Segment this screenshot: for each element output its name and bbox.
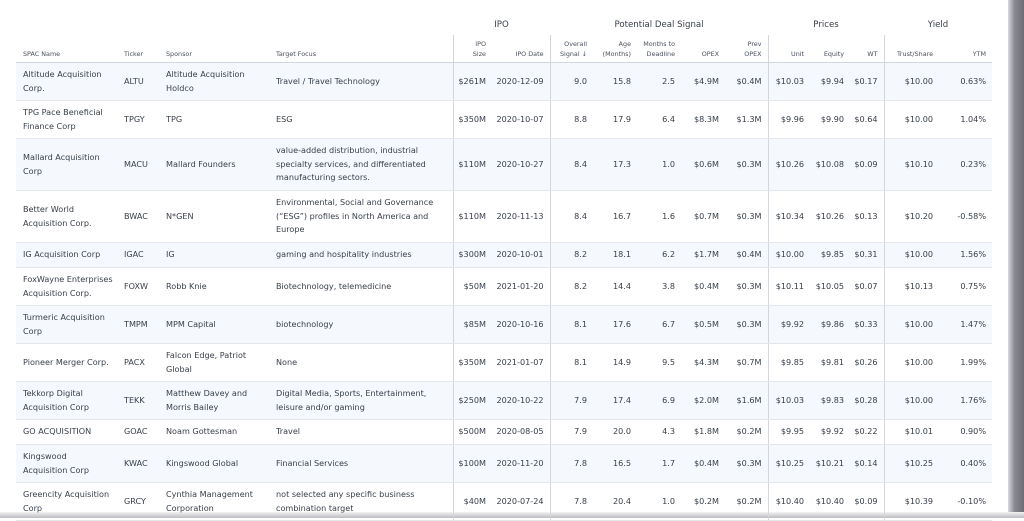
cell-target-focus: value-added distribution, industrial specialty services, and differentiated manufacturing sectors. (269, 139, 453, 191)
cell-ytm: 1.04% (939, 101, 992, 139)
cell-months-to-deadline: 1.6 (637, 191, 681, 243)
cell-age-months: 17.3 (593, 139, 637, 191)
cell-months-to-deadline: 6.4 (637, 101, 681, 139)
cell-warrant-price: $0.22 (850, 420, 884, 445)
group-prices: Prices (813, 19, 839, 30)
cell-opex: $1.8M (681, 420, 725, 445)
cell-prev-opex: $0.4M (725, 63, 768, 101)
table-row[interactable] (16, 445, 992, 483)
cell-months-to-deadline: 3.8 (637, 268, 681, 306)
cell-overall-signal: 8.2 (550, 243, 593, 268)
cell-trust-per-share: $10.39 (884, 483, 939, 521)
cell-ipo-size: $50M (453, 268, 492, 306)
spac-table (16, 14, 992, 521)
cell-ipo-size: $300M (453, 243, 492, 268)
cell-ipo-date: 2020-08-05 (492, 420, 550, 445)
col-prev-opex[interactable] (725, 35, 768, 63)
cell-ipo-size: $100M (453, 445, 492, 483)
cell-ipo-date: 2021-01-07 (492, 344, 550, 382)
col-wt[interactable]: WT (850, 35, 884, 63)
cell-warrant-price: $0.28 (850, 382, 884, 420)
cell-opex: $0.4M (681, 445, 725, 483)
cell-age-months: 14.4 (593, 268, 637, 306)
cell-ticker: BWAC (117, 191, 159, 243)
col-months-line1: Months to (643, 40, 676, 48)
cell-ticker: IGAC (117, 243, 159, 268)
cell-spac-name: GO ACQUISITION (16, 420, 117, 445)
cell-overall-signal: 8.1 (550, 306, 593, 344)
cell-opex: $1.7M (681, 243, 725, 268)
cell-spac-name: TPG Pace Beneficial Finance Corp (16, 101, 117, 139)
cell-warrant-price: $0.09 (850, 139, 884, 191)
cell-unit-price: $10.40 (768, 483, 810, 521)
cell-prev-opex: $0.7M (725, 344, 768, 382)
cell-spac-name: IG Acquisition Corp (16, 243, 117, 268)
cell-prev-opex: $0.3M (725, 306, 768, 344)
table-row[interactable] (16, 191, 992, 243)
cell-unit-price: $9.95 (768, 420, 810, 445)
col-months-line2: Deadline (646, 50, 676, 58)
cell-ipo-size: $110M (453, 191, 492, 243)
cell-equity-price: $9.81 (810, 344, 850, 382)
cell-equity-price: $9.86 (810, 306, 850, 344)
cell-overall-signal: 8.8 (550, 101, 593, 139)
cell-sponsor: IG (159, 243, 269, 268)
cell-ytm: 1.76% (939, 382, 992, 420)
cell-opex: $4.9M (681, 63, 725, 101)
cell-ticker: TEKK (117, 382, 159, 420)
col-ytm[interactable]: YTM (939, 35, 992, 63)
cell-target-focus: ESG (269, 101, 453, 139)
cell-ticker: TPGY (117, 101, 159, 139)
table-row[interactable] (16, 344, 992, 382)
cell-age-months: 17.9 (593, 101, 637, 139)
cell-months-to-deadline: 1.7 (637, 445, 681, 483)
cell-ipo-size: $261M (453, 63, 492, 101)
cell-opex: $8.3M (681, 101, 725, 139)
cell-equity-price: $10.05 (810, 268, 850, 306)
table-row[interactable] (16, 483, 992, 521)
cell-months-to-deadline: 9.5 (637, 344, 681, 382)
cell-age-months: 16.5 (593, 445, 637, 483)
cell-ipo-date: 2020-10-16 (492, 306, 550, 344)
cell-trust-per-share: $10.00 (884, 382, 939, 420)
cell-spac-name: Pioneer Merger Corp. (16, 344, 117, 382)
table-row[interactable] (16, 63, 992, 101)
cell-age-months: 20.0 (593, 420, 637, 445)
cell-age-months: 15.8 (593, 63, 637, 101)
col-ipo-size-line2: Size (472, 50, 486, 58)
table-row[interactable] (16, 243, 992, 268)
col-age-line1: Age (618, 40, 632, 48)
cell-overall-signal: 8.4 (550, 139, 593, 191)
cell-opex: $0.2M (681, 483, 725, 521)
cell-ipo-size: $500M (453, 420, 492, 445)
col-target-focus[interactable]: Target Focus (269, 35, 453, 63)
cell-ticker: PACX (117, 344, 159, 382)
cell-sponsor: Matthew Davey and Morris Bailey (159, 382, 269, 420)
cell-trust-per-share: $10.00 (884, 306, 939, 344)
cell-equity-price: $9.85 (810, 243, 850, 268)
col-spac-name[interactable]: SPAC Name (16, 35, 117, 63)
cell-prev-opex: $0.3M (725, 191, 768, 243)
cell-ticker: GOAC (117, 420, 159, 445)
cell-ytm: 1.99% (939, 344, 992, 382)
cell-prev-opex: $1.3M (725, 101, 768, 139)
group-header-row (16, 14, 992, 35)
cell-ipo-date: 2020-07-24 (492, 483, 550, 521)
cell-spac-name: Tekkorp Digital Acquisition Corp (16, 382, 117, 420)
cell-trust-per-share: $10.00 (884, 344, 939, 382)
cell-trust-per-share: $10.00 (884, 63, 939, 101)
column-header-row (16, 35, 992, 63)
cell-sponsor: Falcon Edge, Patriot Global (159, 344, 269, 382)
cell-sponsor: Kingswood Global (159, 445, 269, 483)
cell-ytm: 0.90% (939, 420, 992, 445)
cell-prev-opex: $0.3M (725, 445, 768, 483)
cell-opex: $4.3M (681, 344, 725, 382)
cell-age-months: 18.1 (593, 243, 637, 268)
col-ipo-size[interactable] (453, 35, 492, 63)
col-ipo-date[interactable]: IPO Date (492, 35, 550, 63)
cell-ticker: TMPM (117, 306, 159, 344)
table-body (16, 63, 992, 521)
cell-age-months: 16.7 (593, 191, 637, 243)
cell-months-to-deadline: 2.5 (637, 63, 681, 101)
col-opex[interactable]: OPEX (681, 35, 725, 63)
col-months-to-deadline[interactable] (637, 35, 681, 63)
cell-overall-signal: 8.2 (550, 268, 593, 306)
cell-equity-price: $10.08 (810, 139, 850, 191)
cell-opex: $0.7M (681, 191, 725, 243)
table-row[interactable] (16, 420, 992, 445)
cell-ipo-date: 2020-10-27 (492, 139, 550, 191)
table-row[interactable] (16, 382, 992, 420)
cell-target-focus: Environmental, Social and Governance (“ESG”) profiles in North America and Europe (269, 191, 453, 243)
cell-prev-opex: $0.3M (725, 268, 768, 306)
cell-unit-price: $9.96 (768, 101, 810, 139)
cell-ytm: 1.56% (939, 243, 992, 268)
cell-unit-price: $10.00 (768, 243, 810, 268)
col-prev-opex-line2: OPEX (744, 50, 762, 58)
cell-target-focus: Financial Services (269, 445, 453, 483)
cell-months-to-deadline: 4.3 (637, 420, 681, 445)
cell-target-focus: biotechnology (269, 306, 453, 344)
cell-equity-price: $10.21 (810, 445, 850, 483)
cell-ipo-date: 2020-10-01 (492, 243, 550, 268)
cell-target-focus: Travel (269, 420, 453, 445)
cell-equity-price: $9.83 (810, 382, 850, 420)
cell-ticker: FOXW (117, 268, 159, 306)
cell-spac-name: Mallard Acquisition Corp (16, 139, 117, 191)
cell-ipo-date: 2020-11-13 (492, 191, 550, 243)
cell-equity-price: $9.92 (810, 420, 850, 445)
cell-equity-price: $10.26 (810, 191, 850, 243)
cell-overall-signal: 8.4 (550, 191, 593, 243)
cell-sponsor: Robb Knie (159, 268, 269, 306)
col-overall-line1: Overall (564, 40, 588, 48)
table-row[interactable] (16, 101, 992, 139)
cell-unit-price: $10.26 (768, 139, 810, 191)
col-ticker[interactable]: Ticker (117, 35, 159, 63)
window-frame-right (1008, 0, 1024, 518)
cell-ticker: KWAC (117, 445, 159, 483)
cell-months-to-deadline: 6.7 (637, 306, 681, 344)
cell-ipo-size: $110M (453, 139, 492, 191)
cell-months-to-deadline: 1.0 (637, 483, 681, 521)
cell-overall-signal: 7.9 (550, 420, 593, 445)
cell-warrant-price: $0.09 (850, 483, 884, 521)
cell-age-months: 20.4 (593, 483, 637, 521)
col-unit[interactable]: Unit (768, 35, 810, 63)
cell-warrant-price: $0.26 (850, 344, 884, 382)
cell-opex: $0.4M (681, 268, 725, 306)
cell-trust-per-share: $10.20 (884, 191, 939, 243)
cell-age-months: 17.6 (593, 306, 637, 344)
cell-equity-price: $10.40 (810, 483, 850, 521)
cell-sponsor: Altitude Acquisition Holdco (159, 63, 269, 101)
cell-unit-price: $10.03 (768, 382, 810, 420)
cell-equity-price: $9.94 (810, 63, 850, 101)
cell-sponsor: Noam Gottesman (159, 420, 269, 445)
cell-trust-per-share: $10.13 (884, 268, 939, 306)
table-row[interactable] (16, 268, 992, 306)
cell-prev-opex: $1.6M (725, 382, 768, 420)
cell-months-to-deadline: 6.9 (637, 382, 681, 420)
cell-sponsor: Mallard Founders (159, 139, 269, 191)
cell-spac-name: Turmeric Acquisition Corp (16, 306, 117, 344)
col-overall-signal[interactable] (550, 35, 593, 63)
cell-months-to-deadline: 6.2 (637, 243, 681, 268)
cell-warrant-price: $0.64 (850, 101, 884, 139)
cell-overall-signal: 8.1 (550, 344, 593, 382)
cell-ipo-size: $85M (453, 306, 492, 344)
cell-sponsor: TPG (159, 101, 269, 139)
cell-ipo-size: $350M (453, 101, 492, 139)
col-age-line2: (Months) (602, 50, 632, 58)
cell-ticker: GRCY (117, 483, 159, 521)
cell-trust-per-share: $10.00 (884, 101, 939, 139)
cell-warrant-price: $0.13 (850, 191, 884, 243)
cell-prev-opex: $0.2M (725, 420, 768, 445)
cell-target-focus: not selected any specific business combination target (269, 483, 453, 521)
table-row[interactable] (16, 306, 992, 344)
cell-unit-price: $10.34 (768, 191, 810, 243)
cell-trust-per-share: $10.25 (884, 445, 939, 483)
cell-ytm: 0.63% (939, 63, 992, 101)
cell-target-focus: None (269, 344, 453, 382)
cell-ytm: 0.23% (939, 139, 992, 191)
group-ipo: IPO (494, 19, 509, 30)
group-spacer (16, 14, 453, 35)
cell-ipo-size: $250M (453, 382, 492, 420)
cell-sponsor: MPM Capital (159, 306, 269, 344)
cell-opex: $2.0M (681, 382, 725, 420)
cell-ticker: ALTU (117, 63, 159, 101)
cell-ytm: 1.47% (939, 306, 992, 344)
cell-months-to-deadline: 1.0 (637, 139, 681, 191)
cell-opex: $0.6M (681, 139, 725, 191)
cell-ipo-date: 2020-10-07 (492, 101, 550, 139)
cell-overall-signal: 7.8 (550, 483, 593, 521)
cell-trust-per-share: $10.01 (884, 420, 939, 445)
cell-trust-per-share: $10.10 (884, 139, 939, 191)
cell-warrant-price: $0.33 (850, 306, 884, 344)
cell-overall-signal: 7.9 (550, 382, 593, 420)
cell-spac-name: Better World Acquisition Corp. (16, 191, 117, 243)
cell-warrant-price: $0.31 (850, 243, 884, 268)
col-age-months[interactable] (593, 35, 637, 63)
cell-ytm: -0.10% (939, 483, 992, 521)
cell-warrant-price: $0.14 (850, 445, 884, 483)
cell-trust-per-share: $10.00 (884, 243, 939, 268)
cell-spac-name: FoxWayne Enterprises Acquisition Corp. (16, 268, 117, 306)
cell-prev-opex: $0.4M (725, 243, 768, 268)
cell-sponsor: N*GEN (159, 191, 269, 243)
cell-ipo-date: 2020-12-09 (492, 63, 550, 101)
cell-ipo-date: 2020-11-20 (492, 445, 550, 483)
col-equity[interactable]: Equity (810, 35, 850, 63)
cell-age-months: 14.9 (593, 344, 637, 382)
cell-ytm: -0.58% (939, 191, 992, 243)
cell-unit-price: $9.85 (768, 344, 810, 382)
cell-age-months: 17.4 (593, 382, 637, 420)
cell-ipo-date: 2021-01-20 (492, 268, 550, 306)
cell-overall-signal: 7.8 (550, 445, 593, 483)
col-prev-opex-line1: Prev (747, 40, 762, 48)
cell-overall-signal: 9.0 (550, 63, 593, 101)
col-ipo-size-line1: IPO (475, 40, 486, 48)
cell-spac-name: Greencity Acquisition Corp (16, 483, 117, 521)
cell-sponsor: Cynthia Management Corporation (159, 483, 269, 521)
cell-ipo-size: $40M (453, 483, 492, 521)
col-sponsor[interactable]: Sponsor (159, 35, 269, 63)
cell-unit-price: $10.03 (768, 63, 810, 101)
cell-ytm: 0.40% (939, 445, 992, 483)
cell-target-focus: Biotechnology, telemedicine (269, 268, 453, 306)
cell-equity-price: $9.90 (810, 101, 850, 139)
col-trust-share[interactable]: Trust/Share (884, 35, 939, 63)
cell-ipo-size: $350M (453, 344, 492, 382)
cell-target-focus: Travel / Travel Technology (269, 63, 453, 101)
cell-unit-price: $10.11 (768, 268, 810, 306)
cell-target-focus: gaming and hospitality industries (269, 243, 453, 268)
cell-opex: $0.5M (681, 306, 725, 344)
cell-ipo-date: 2020-10-22 (492, 382, 550, 420)
cell-spac-name: Kingswood Acquisition Corp (16, 445, 117, 483)
cell-ticker: MACU (117, 139, 159, 191)
cell-spac-name: Altitude Acquisition Corp. (16, 63, 117, 101)
group-yield: Yield (927, 19, 949, 30)
cell-ytm: 0.75% (939, 268, 992, 306)
group-potential-deal-signal: Potential Deal Signal (614, 19, 704, 30)
cell-prev-opex: $0.2M (725, 483, 768, 521)
table-row[interactable] (16, 139, 992, 191)
cell-unit-price: $9.92 (768, 306, 810, 344)
cell-unit-price: $10.25 (768, 445, 810, 483)
cell-target-focus: Digital Media, Sports, Entertainment, leisure and/or gaming (269, 382, 453, 420)
cell-prev-opex: $0.3M (725, 139, 768, 191)
cell-warrant-price: $0.17 (850, 63, 884, 101)
col-overall-line2: Signal ↓ (559, 50, 588, 58)
cell-warrant-price: $0.07 (850, 268, 884, 306)
